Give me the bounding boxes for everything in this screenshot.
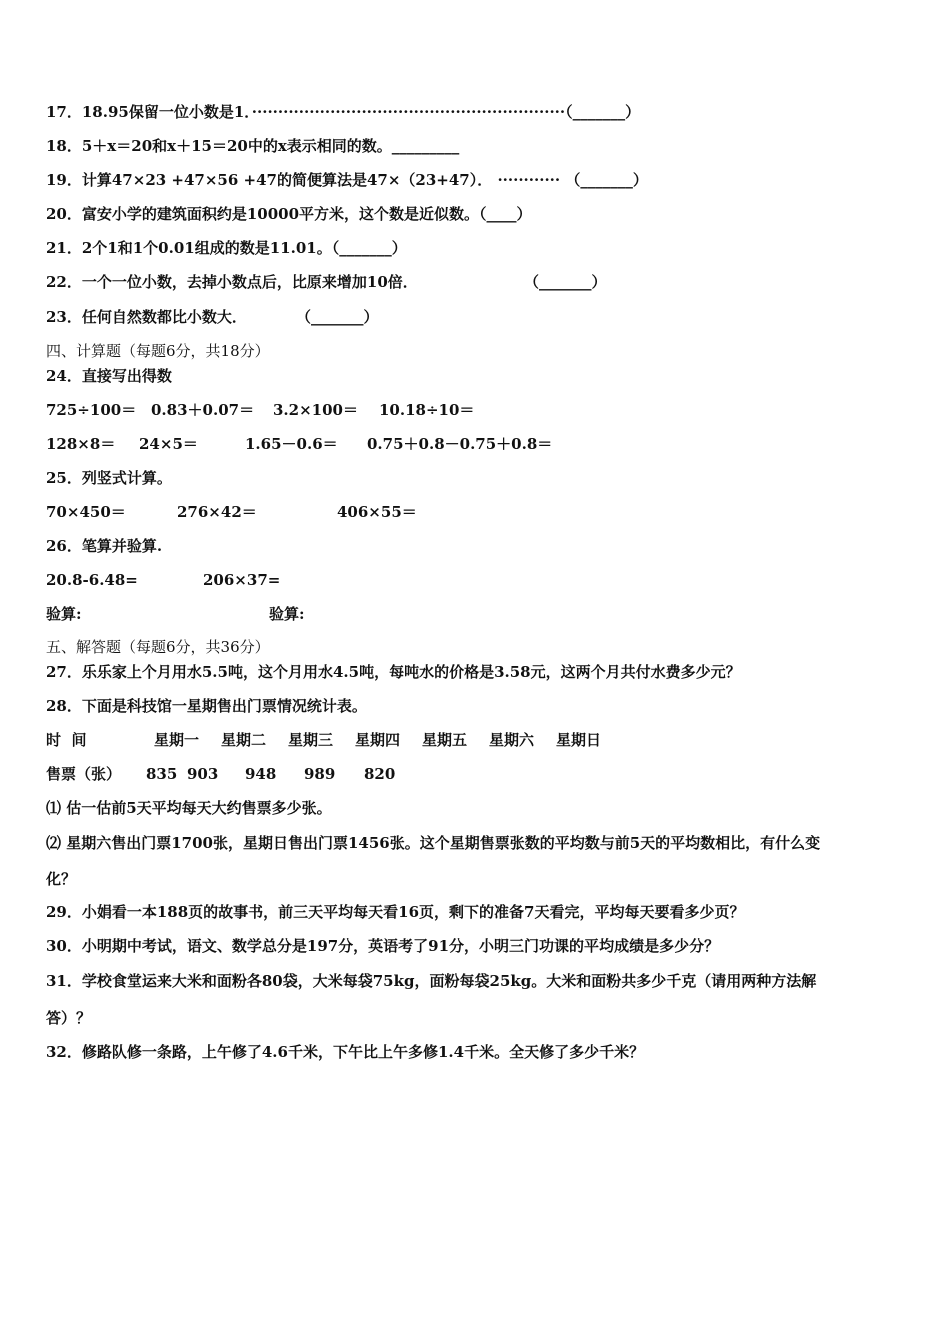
calc-item: 0.83＋0.07＝ <box>151 401 255 419</box>
calc-item: 24×5＝ <box>139 435 198 453</box>
question-20: 20．富安小学的建筑面积约是10000平方米，这个数是近似数。（____） <box>46 205 532 223</box>
table-value: 903 <box>187 765 219 783</box>
written-calc-item: 20.8-6.48= <box>46 571 138 589</box>
question-29: 29．小娟看一本188页的故事书，前三天平均每天看16页，剩下的准备7天看完，平均每天要看多少页？ <box>46 903 745 921</box>
question-27: 27．乐乐家上个月用水5.5吨，这个月用水4.5吨，每吨水的价格是3.58元，这两个月共付水费多少元？ <box>46 663 741 681</box>
written-calc-item: 206×37= <box>203 571 281 589</box>
section-4-heading: 四、计算题（每题6分，共18分） <box>46 342 270 360</box>
question-31-cont: 答）？ <box>46 1009 92 1027</box>
question-23-blank: （_______） <box>296 308 379 326</box>
question-23: 23．任何自然数都比小数大． <box>46 308 247 326</box>
table-row-label: 售票（张） <box>46 765 122 783</box>
vertical-calc-item: 276×42＝ <box>177 503 257 521</box>
question-28: 28．下面是科技馆一星期售出门票情况统计表。 <box>46 697 367 715</box>
question-22: 22．一个一位小数，去掉小数点后，比原来增加10倍． <box>46 273 418 291</box>
table-header-cell: 星期日 <box>556 731 602 749</box>
table-header-cell: 星期六 <box>489 731 535 749</box>
vertical-calc-item: 406×55＝ <box>337 503 417 521</box>
question-28-part-2-cont: 化？ <box>46 870 77 888</box>
question-30: 30．小明期中考试，语文、数学总分是197分，英语考了91分，小明三门功课的平均成绩是多少分？ <box>46 937 720 955</box>
calc-item: 128×8＝ <box>46 435 116 453</box>
check-label: 验算: <box>46 605 82 623</box>
table-header-cell: 时 间 <box>46 731 87 749</box>
table-value: 835 <box>146 765 178 783</box>
section-5-heading: 五、解答题（每题6分，共36分） <box>46 638 270 656</box>
calc-item: 1.65－0.6＝ <box>245 435 338 453</box>
question-25: 25．列竖式计算。 <box>46 469 172 487</box>
table-value: 989 <box>304 765 336 783</box>
question-24: 24．直接写出得数 <box>46 367 172 385</box>
question-32: 32．修路队修一条路，上午修了4.6千米，下午比上午多修1.4千米。全天修了多少千米？ <box>46 1043 645 1061</box>
table-header-cell: 星期四 <box>355 731 401 749</box>
table-header-cell: 星期三 <box>288 731 334 749</box>
table-header-cell: 星期五 <box>422 731 468 749</box>
table-value: 948 <box>245 765 277 783</box>
question-26: 26．笔算并验算. <box>46 537 163 555</box>
calc-item: 10.18÷10＝ <box>379 401 475 419</box>
calc-item: 3.2×100＝ <box>273 401 358 419</box>
question-28-part-1: ⑴ 估一估前5天平均每天大约售票多少张。 <box>46 799 332 817</box>
question-22-blank: （_______） <box>524 273 607 291</box>
question-19: 19．计算47×23 +47×56 +47的简便算法是47×（23+47）． ············ （_______） <box>46 171 648 189</box>
table-value: 820 <box>364 765 396 783</box>
question-28-part-2: ⑵ 星期六售出门票1700张，星期日售出门票1456张。这个星期售票张数的平均数与前5天的平均数相比，有什么变 <box>46 834 821 852</box>
vertical-calc-item: 70×450＝ <box>46 503 126 521</box>
question-21: 21．2个1和1个0.01组成的数是11.01。（_______） <box>46 239 407 257</box>
question-31: 31．学校食堂运来大米和面粉各80袋，大米每袋75kg，面粉每袋25kg。大米和面粉共多少千克（请用两种方法解 <box>46 972 817 990</box>
table-header-cell: 星期二 <box>221 731 267 749</box>
calc-item: 725÷100＝ <box>46 401 137 419</box>
table-header-cell: 星期一 <box>154 731 200 749</box>
question-18: 18．5＋x＝20和x＋15＝20中的x表示相同的数。_________ <box>46 137 460 155</box>
calc-item: 0.75＋0.8－0.75＋0.8＝ <box>367 435 553 453</box>
question-17: 17．18.95保留一位小数是1．····························································（_______） <box>46 103 641 121</box>
check-label: 验算: <box>269 605 305 623</box>
